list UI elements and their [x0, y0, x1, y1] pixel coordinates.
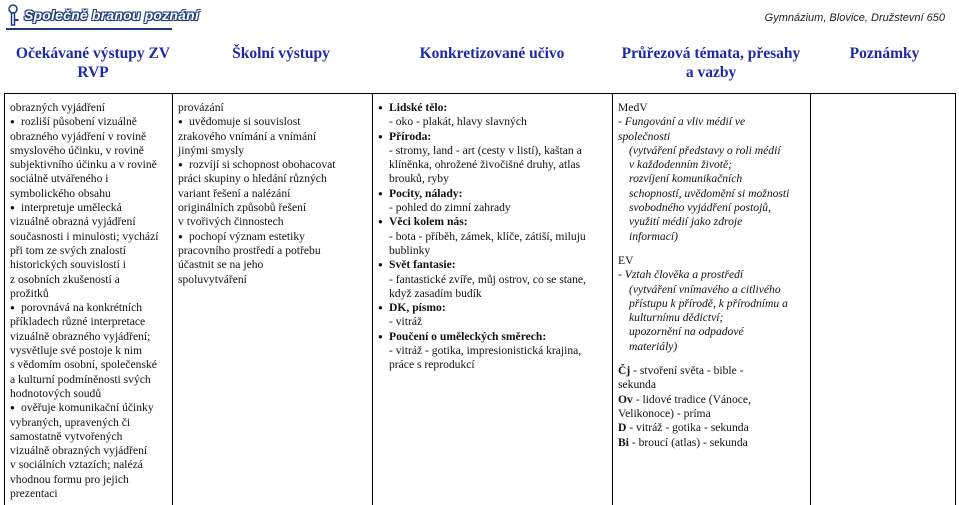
text-line: vybraných, upravených či	[10, 415, 131, 429]
topic-heading: ● Lidské tělo:	[378, 101, 608, 115]
logo	[6, 4, 199, 28]
text-line: s vědomím osobní, společenské	[10, 358, 157, 372]
header-line: Poznámky	[849, 45, 920, 62]
text-line: práci skupiny o hledání různých	[178, 172, 327, 186]
curriculum-table	[4, 93, 956, 505]
subject-link	[618, 393, 806, 407]
text-line: variant řešení a nalézání	[178, 186, 291, 200]
column-expected-outputs	[5, 94, 173, 505]
text-line: (vytváření vnímavého a citlivého	[629, 282, 781, 296]
text-line: vhodnou formu pro jejich	[10, 472, 129, 486]
text-line: bublinky	[389, 243, 431, 257]
text-line: samostatně vytvořených	[10, 429, 123, 443]
subject-code: Ov	[618, 392, 633, 406]
text-line: - bota - příběh, zámek, klíče, zátiší, miluju	[389, 229, 586, 243]
text-line: práce s reprodukcí	[389, 358, 475, 372]
topic-heading: ● Poučení o uměleckých směrech:	[378, 330, 608, 344]
text-line: vizuálně obrazného vyjádření;	[10, 329, 151, 343]
subject-link	[618, 364, 806, 378]
text-line: když zasadím budík	[389, 286, 482, 300]
text-line: - oko - plakát, hlavy slavných	[389, 115, 527, 129]
text-line: vizuálně obrazná vyjádření	[10, 215, 136, 229]
text-line: z osobních zkušeností a	[10, 272, 120, 286]
subject-code: Čj	[618, 364, 631, 378]
header-line: a vazby	[685, 64, 737, 81]
bullet-item: ● ověřuje komunikační účinky	[10, 401, 168, 415]
text-line: a kulturní podmíněnosti svých	[10, 372, 151, 386]
text-line: provázání	[178, 101, 224, 114]
text-line: sekunda	[618, 378, 656, 392]
column-notes	[811, 94, 956, 505]
subject-code: D	[618, 421, 627, 435]
subject-code: Bi	[618, 435, 629, 449]
logo-text: Společně branou poznání	[24, 7, 199, 23]
subject-link	[618, 436, 806, 450]
text-line: - pohled do zimní zahrady	[389, 201, 511, 215]
text-line: - vitráž - gotika, impresionistická krajina,	[389, 344, 582, 358]
text-line: - fantastické zvíře, můj ostrov, co se stane,	[389, 272, 586, 286]
column-cross-topics	[613, 94, 811, 505]
logo-underline	[6, 28, 172, 30]
text-line: jinými smysly	[178, 143, 245, 157]
text-line: Velikonoce) - príma	[618, 406, 711, 420]
bullet-item: ● rozliší působení vizuálně	[10, 115, 168, 129]
text-line: klíněnka, ohrožené živočišné druhy, atlas	[389, 158, 581, 172]
column-header-school-outputs	[192, 44, 370, 84]
bullet-item: ● porovnává na konkrétních	[10, 301, 168, 315]
school-name: Gymnázium, Blovice, Družstevní 650	[764, 12, 945, 24]
header-line: Průřezová témata, přesahy	[621, 45, 801, 62]
top-bar	[0, 0, 959, 38]
text-line: subjektivního účinku a v rovině	[10, 158, 157, 172]
text-line: společnosti	[618, 129, 671, 143]
text-line: sociálně utvářeného i	[10, 172, 109, 186]
text-line: přístupu k přírodě, k přírodnímu a	[629, 296, 788, 310]
header-line: Očekávané výstupy ZV	[15, 45, 171, 62]
text-line: historických souvislostí i	[10, 258, 126, 272]
text-line: - stromy, land - art (cesty v listí), kaštan a	[389, 143, 582, 157]
text-line: spoluvytváření	[178, 272, 247, 286]
text-line: informací)	[629, 229, 678, 243]
header-line: Školní výstupy	[232, 45, 330, 62]
topic-heading: ● DK, písmo:	[378, 301, 608, 315]
text-line: prezentaci	[10, 487, 58, 501]
spacer	[618, 244, 806, 254]
text-line: upozornění na odpadové	[629, 325, 744, 339]
header-line: RVP	[77, 64, 109, 81]
text-line: při tom ze svých znalostí	[10, 243, 126, 257]
text-line: zrakového vnímání a vnímání	[178, 129, 317, 143]
subject-link	[618, 421, 806, 435]
text-line: - Vztah člověka a prostředí	[618, 268, 744, 282]
column-header-cross-topics	[612, 44, 810, 84]
text-line: prožitků	[10, 286, 49, 300]
text-line: originálních způsobů řešení	[178, 201, 307, 215]
subject-text: - vitráž - gotika - sekunda	[626, 421, 749, 435]
text-line: v tvořivých činnostech	[178, 215, 284, 229]
text-line: (vytváření představy o roli médií	[629, 143, 781, 157]
bullet-item: ● interpretuje umělecká	[10, 201, 168, 215]
text-line: kulturnímu dědictví;	[629, 311, 724, 325]
bullet-item: ● uvědomuje si souvislost	[178, 115, 368, 129]
key-person-icon	[6, 4, 20, 26]
text-line: svobodného vyjádření postojů,	[629, 201, 772, 215]
topic-heading: ● Příroda:	[378, 130, 608, 144]
text-line: smyslového účinku, v rovině	[10, 143, 144, 157]
subject-text: - broucí (atlas) - sekunda	[628, 435, 748, 449]
column-curriculum	[373, 94, 613, 505]
text-line: pracovního prostředí a potřebu	[178, 243, 321, 257]
text-line: vysvětluje své postoje k nim	[10, 344, 143, 358]
text-line: příkladech různé interpretace	[10, 315, 146, 329]
text-line: materiály)	[629, 339, 678, 353]
text-line: - vitráž	[389, 315, 423, 329]
text-line: vizuálně obrazných vyjádření	[10, 444, 148, 458]
column-header-expected-outputs	[0, 44, 186, 84]
bullet-item: ● pochopí význam estetiky	[178, 230, 368, 244]
column-school-outputs	[173, 94, 373, 505]
text-line: hodnotových soudů	[10, 386, 102, 400]
topic-heading: ● Věci kolem nás:	[378, 215, 608, 229]
text-line: současnosti i minulosti; vychází	[10, 229, 159, 243]
spacer	[618, 354, 806, 364]
column-header-notes	[810, 44, 959, 84]
topic-heading: ● Svět fantasie:	[378, 258, 608, 272]
text-line: účastnit se na jeho	[178, 258, 264, 272]
bullet-item: ● rozvíjí si schopnost obohacovat	[178, 158, 368, 172]
text-line: rozvíjení komunikačních	[629, 172, 743, 186]
topic-code: EV	[618, 253, 634, 267]
topic-code: MedV	[618, 101, 648, 114]
text-line: v sociálních vztazích; nalézá	[10, 458, 143, 472]
text-line: obrazných vyjádření	[10, 101, 105, 114]
column-header-curriculum	[372, 44, 612, 84]
text-line: v každodenním životě;	[629, 158, 733, 172]
text-line: - Fungování a vliv médií ve	[618, 115, 746, 129]
subject-text: - stvoření světa - bible -	[630, 364, 744, 378]
text-line: využití médií jako zdroje	[629, 215, 743, 229]
header-line: Konkretizované učivo	[419, 45, 565, 62]
text-line: schopností, uvědomění si možnosti	[629, 186, 790, 200]
text-line: brouků, ryby	[389, 172, 449, 186]
text-line: symbolického obsahu	[10, 186, 111, 200]
subject-text: - lidové tradice (Vánoce,	[632, 392, 751, 406]
topic-heading: ● Pocity, nálady:	[378, 187, 608, 201]
text-line: obrazného vyjádření v rovině	[10, 129, 147, 143]
